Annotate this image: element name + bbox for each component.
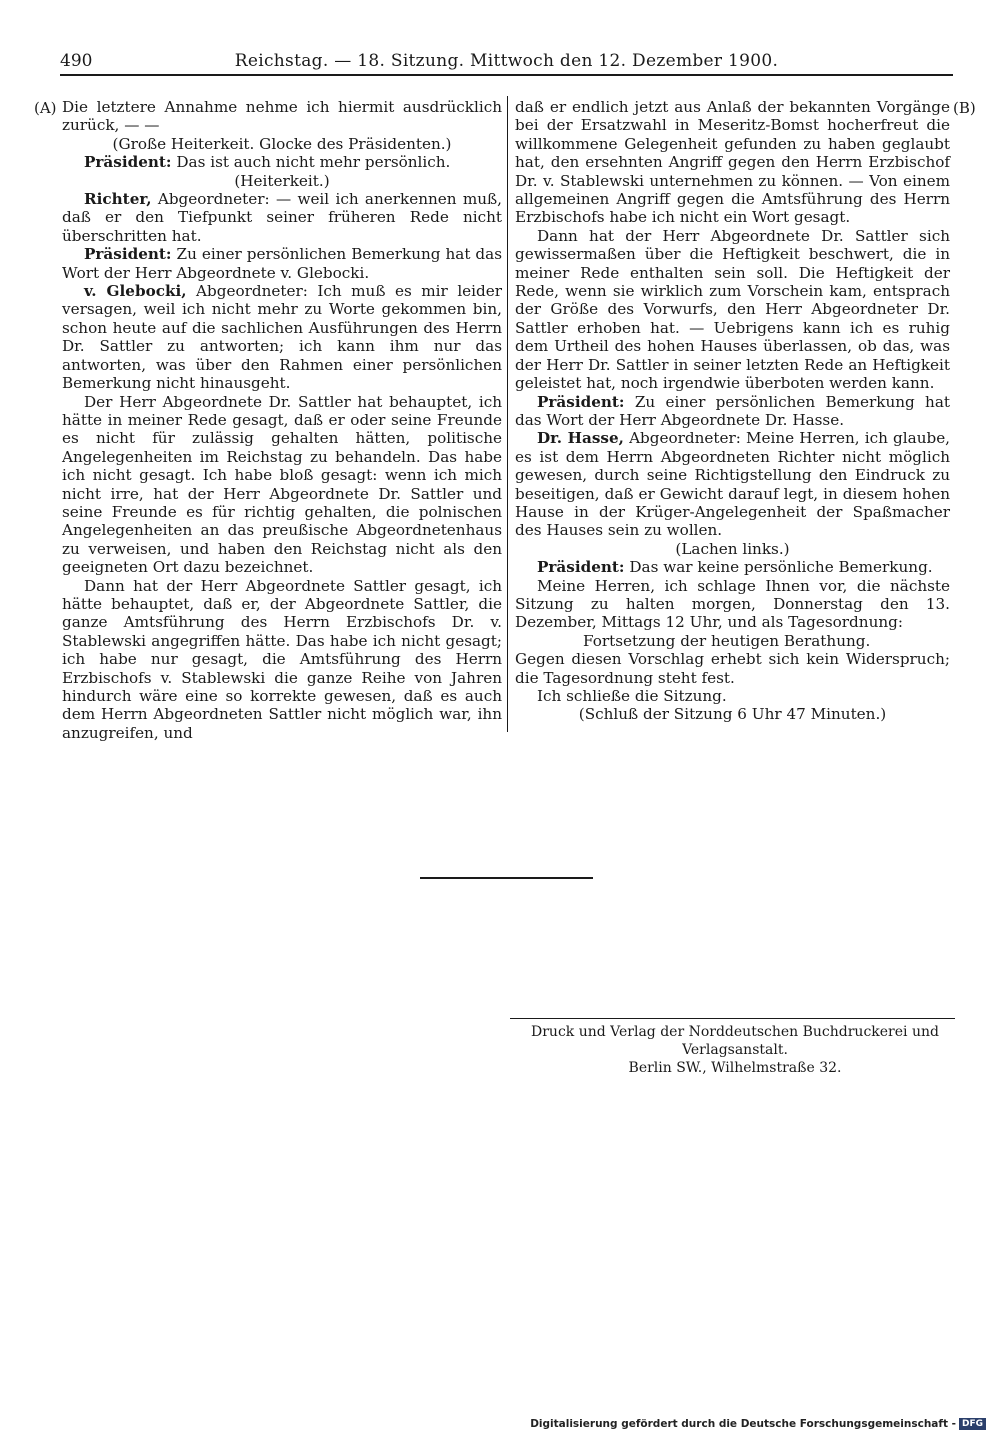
- paragraph-text: (Schluß der Sitzung 6 Uhr 47 Minuten.): [578, 705, 887, 724]
- margin-mark-b: (B): [953, 99, 976, 117]
- paragraph-text: daß er endlich jetzt aus Anlaß der bekannten Vorgänge bei der Ersatzwahl in Meseritz-Bomst hocherfreut die willkommene Gelegenheit gefunden zu haben geglaubt hat, den ersehnten Angriff gegen den Herrn Erzbischof Dr. v. Stablewski unternehmen zu können. — Von einem allgemeinen Angriff gegen die Amtsführung des Herrn Erzbischofs habe ich nicht ein Wort gesagt.: [515, 98, 950, 227]
- paragraph-text: Dann hat der Herr Abgeordnete Dr. Sattler sich gewissermaßen über die Heftigkeit beschwert, die in meiner Rede enthalten sein soll. Die Heftigkeit der Rede, wenn sie wirklich zum Vorschein kam, entsprach der Größe des Vorwurfs, den Herr Abgeordneter Dr. Sattler erhoben hat. — Uebrigens kann ich es ruhig dem Urtheil des hohen Hauses überlassen, ob das, was der Herr Dr. Sattler in seiner letzten Rede an Heftigkeit geleistet hat, noch irgendwie überboten werden kann.: [515, 226, 950, 393]
- paragraph-text: Abgeordneter: Ich muß es mir leider versagen, weil ich nicht mehr zu Worte gekommen bin, schon heute auf die sachlichen Ausführungen des Herrn Dr. Sattler zu antworten; ich kann ihm nur das antworten, was über den Rahmen einer persönlichen Bemerkung nicht hinausgeht.: [62, 282, 502, 393]
- speaker-label: Präsident:: [537, 558, 625, 577]
- paragraph: [515, 540, 950, 558]
- speaker-label: Präsident:: [84, 153, 172, 172]
- paragraph: [62, 282, 502, 392]
- paragraph: [515, 227, 950, 393]
- paragraph: [515, 687, 950, 705]
- paragraph-text: (Heiterkeit.): [234, 171, 330, 190]
- paragraph-text: (Große Heiterkeit. Glocke des Präsidenten.): [112, 134, 452, 153]
- paragraph-text: Zu einer persönlichen Bemerkung hat das Wort der Herr Abgeordnete v. Glebocki.: [62, 245, 502, 282]
- right-column: [515, 98, 950, 724]
- running-title: Reichstag. — 18. Sitzung. Mittwoch den 12. Dezember 1900.: [234, 51, 779, 71]
- paragraph: [62, 153, 502, 171]
- paragraph: [515, 650, 950, 687]
- paragraph-text: Gegen diesen Vorschlag erhebt sich kein Widerspruch; die Tagesordnung steht fest.: [515, 650, 950, 687]
- page-number: 490: [60, 51, 93, 71]
- paragraph: [515, 705, 950, 723]
- paragraph: [62, 393, 502, 577]
- paragraph: [515, 632, 950, 650]
- paragraph: [515, 429, 950, 539]
- speaker-label: v. Glebocki,: [84, 282, 187, 301]
- paragraph-text: Fortsetzung der heutigen Berathung.: [583, 631, 871, 650]
- paragraph: [515, 98, 950, 227]
- paragraph-text: Das war keine persönliche Bemerkung.: [624, 558, 933, 577]
- paragraph: [62, 577, 502, 743]
- imprint-line-1: Druck und Verlag der Norddeutschen Buchdruckerei und Verlagsanstalt.: [531, 1024, 939, 1058]
- left-column: [62, 98, 502, 742]
- paragraph: [515, 393, 950, 430]
- imprint-line-2: Berlin SW., Wilhelmstraße 32.: [628, 1060, 842, 1076]
- paragraph-text: Dann hat der Herr Abgeordnete Sattler gesagt, ich hätte behauptet, daß er, der Abgeordnete Sattler, die ganze Amtsführung des Herrn Erzbischofs Dr. v. Stablewski angegriffen hätte. Das habe ich nicht gesagt; ich habe nur gesagt, die Amtsführung des Herrn Erzbischofs v. Stablewski die ganze Reihe von Jahren hindurch wäre eine so korrekte gewesen, daß es auch dem Herrn Abgeordneten Sattler nicht möglich war, ihn anzugreifen, und: [62, 576, 502, 742]
- paragraph: [62, 135, 502, 153]
- paragraph-text: Zu einer persönlichen Bemerkung hat das Wort der Herr Abgeordnete Dr. Hasse.: [515, 392, 950, 429]
- dfg-logo-icon: DFG: [959, 1418, 986, 1430]
- paragraph-text: Der Herr Abgeordnete Dr. Sattler hat behauptet, ich hätte in meiner Rede gesagt, daß er oder seine Freunde es nicht für zulässig gehalten hätten, politische Angelegenheiten im Reichstag zu behandeln. Das habe ich nicht gesagt. Ich habe bloß gesagt: wenn ich mich nicht irre, hat der Herr Abgeordnete Dr. Sattler und seine Freunde es für richtig gehalten, die polnischen Angelegenheiten an das preußische Abgeordnetenhaus zu verweisen, und haben den Reichstag nicht als den geeigneten Ort dazu bezeichnet.: [62, 392, 502, 577]
- header-rule: [60, 74, 953, 76]
- imprint: [515, 1023, 955, 1077]
- imprint-rule: [510, 1018, 955, 1019]
- paragraph: [62, 190, 502, 245]
- paragraph: [62, 245, 502, 282]
- column-divider: [507, 96, 508, 732]
- speaker-label: Richter,: [84, 190, 152, 209]
- speaker-label: Dr. Hasse,: [537, 429, 624, 448]
- end-rule: [420, 877, 593, 879]
- paragraph-text: Abgeordneter: Meine Herren, ich glaube, es ist dem Herrn Abgeordneten Richter nicht möglich gewesen, durch seine Richtigstellung den Eindruck zu beseitigen, daß er Gewicht darauf legt, in diesem hohen Hause in der Krüger-Angelegenheit der Spaßmacher des Hauses sein zu wollen.: [515, 429, 951, 540]
- paragraph-text: Abgeordneter: — weil ich anerkennen muß, daß er den Tiefpunkt seiner früheren Rede nicht überschritten hat.: [62, 190, 502, 245]
- paragraph: [515, 577, 950, 632]
- paragraph: [515, 558, 950, 576]
- speaker-label: Präsident:: [84, 245, 172, 264]
- paragraph-text: Die letztere Annahme nehme ich hiermit ausdrücklich zurück, — —: [62, 98, 502, 135]
- paragraph-text: (Lachen links.): [675, 539, 790, 558]
- margin-mark-a: (A): [34, 99, 57, 117]
- funding-note: Digitalisierung gefördert durch die Deutsche Forschungsgemeinschaft -: [530, 1418, 956, 1430]
- paragraph-text: Meine Herren, ich schlage Ihnen vor, die nächste Sitzung zu halten morgen, Donnerstag den 13. Dezember, Mittags 12 Uhr, und als Tagesordnung:: [515, 576, 950, 632]
- paragraph: [62, 98, 502, 135]
- speaker-label: Präsident:: [537, 392, 625, 411]
- paragraph-text: Ich schließe die Sitzung.: [537, 687, 727, 705]
- paragraph: [62, 172, 502, 190]
- page-header: [60, 50, 953, 72]
- paragraph-text: Das ist auch nicht mehr persönlich.: [171, 153, 451, 172]
- funding-footer: [530, 1417, 986, 1431]
